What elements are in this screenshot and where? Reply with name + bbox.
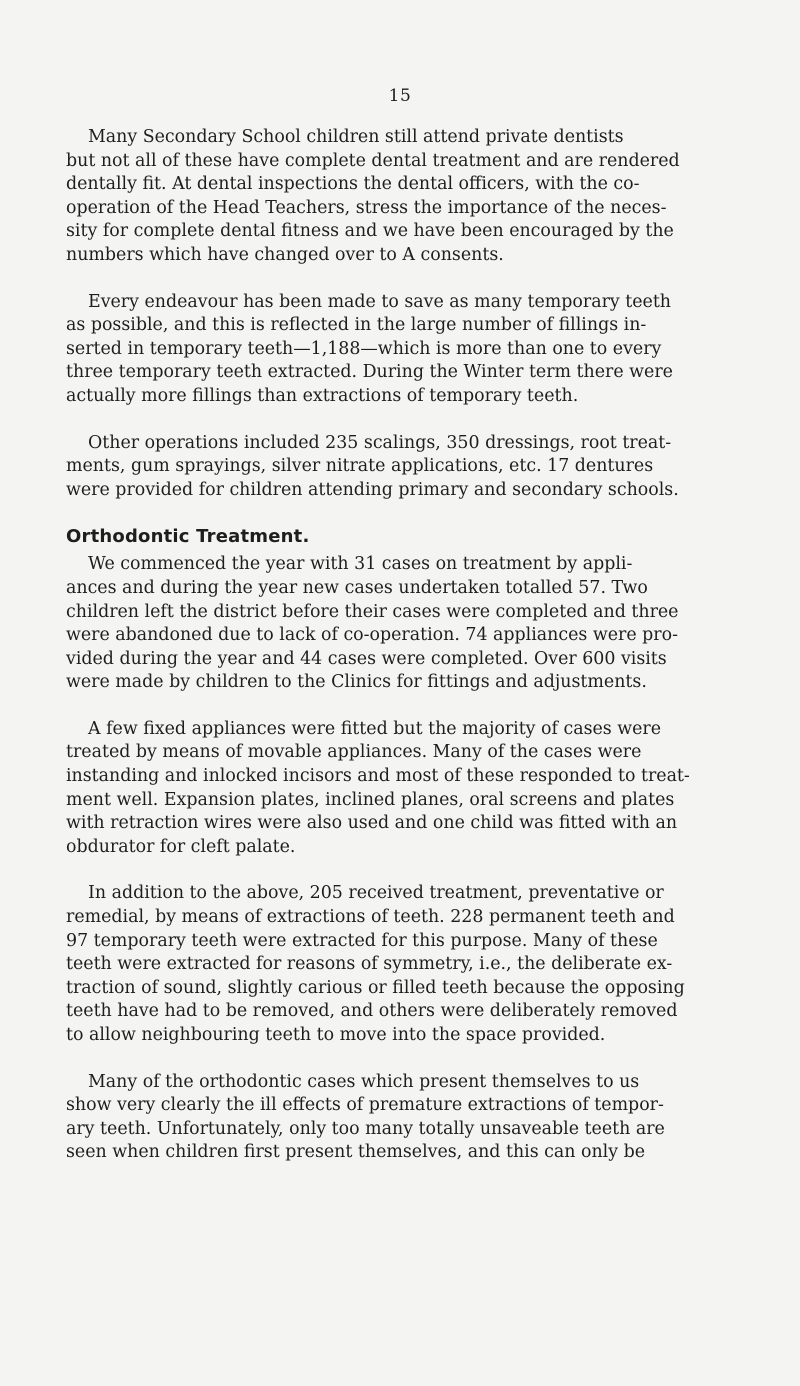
text-line: numbers which have changed over to A consents.	[66, 244, 504, 265]
text-line: A few fixed appliances were fitted but the majority of cases were	[88, 718, 662, 739]
text-line: were made by children to the Clinics for fittings and adjustments.	[66, 672, 647, 693]
paragraph	[66, 126, 732, 268]
page-content	[66, 126, 732, 1188]
text-line: with retraction wires were also used and one child was fitted with an	[66, 813, 678, 834]
page-number: 15	[388, 86, 412, 106]
text-line: treated by means of movable appliances. Many of the cases were	[66, 742, 642, 763]
text-line: to allow neighbouring teeth to move into the space provided.	[66, 1025, 606, 1045]
text-line: dentally fit. At dental inspections the dental officers, with the co-	[66, 174, 640, 195]
text-line: obdurator for cleft palate.	[66, 836, 296, 857]
text-line: In addition to the above, 205 received treatment, preventative or	[88, 883, 664, 904]
text-line: ary teeth. Unfortunately, only too many totally unsaveable teeth are	[66, 1118, 665, 1139]
text-line: children left the district before their cases were completed and three	[66, 601, 679, 622]
text-line: Other operations included 235 scalings, 350 dressings, root treat-	[88, 432, 672, 453]
text-line: sity for complete dental fitness and we have been encouraged by the	[66, 221, 674, 242]
text-line: vided during the year and 44 cases were completed. Over 600 visits	[66, 648, 667, 669]
text-line: three temporary teeth extracted. During the Winter term there were	[66, 362, 673, 383]
text-line: as possible, and this is reflected in the large number of fillings in-	[66, 315, 647, 336]
section-heading: Orthodontic Treatment.	[66, 526, 310, 548]
text-line: serted in temporary teeth—1,188—which is more than one to every	[66, 338, 662, 359]
text-line: actually more fillings than extractions of temporary teeth.	[66, 385, 579, 406]
text-line: show very clearly the ill effects of premature extractions of tempor-	[66, 1095, 664, 1116]
text-line: Every endeavour has been made to save as many temporary teeth	[88, 291, 672, 312]
intro-paragraphs	[66, 126, 732, 502]
paragraph	[66, 1071, 732, 1165]
text-line: remedial, by means of extractions of teeth. 228 permanent teeth and	[66, 907, 675, 928]
orthodontic-paragraphs	[66, 553, 732, 1165]
text-line: ment well. Expansion plates, inclined planes, oral screens and plates	[66, 789, 675, 810]
paragraph	[66, 432, 732, 503]
text-line: 97 temporary teeth were extracted for this purpose. Many of these	[66, 930, 658, 951]
text-line: were provided for children attending primary and secondary schools.	[66, 479, 679, 500]
paragraph	[66, 882, 732, 1047]
text-line: ments, gum sprayings, silver nitrate applications, etc. 17 dentures	[66, 456, 654, 477]
text-line: ances and during the year new cases undertaken totalled 57. Two	[66, 577, 648, 598]
paragraph	[66, 718, 732, 860]
text-line: Many Secondary School children still attend private dentists	[88, 127, 624, 147]
text-line: teeth were extracted for reasons of symmetry, i.e., the deliberate ex-	[66, 954, 673, 975]
text-line: were abandoned due to lack of co-operation. 74 appliances were pro-	[66, 625, 678, 646]
text-line: teeth have had to be removed, and others were deliberately removed	[66, 1001, 678, 1022]
text-line: operation of the Head Teachers, stress the importance of the neces-	[66, 197, 667, 218]
text-line: instanding and inlocked incisors and most of these responded to treat-	[66, 766, 690, 787]
text-line: traction of sound, slightly carious or filled teeth because the opposing	[66, 977, 685, 998]
text-line: We commenced the year with 31 cases on treatment by appli-	[88, 554, 633, 575]
text-line: seen when children first present themselves, and this can only be	[66, 1142, 646, 1163]
text-line: but not all of these have complete dental treatment and are rendered	[66, 150, 680, 171]
paragraph	[66, 553, 732, 695]
text-line: Many of the orthodontic cases which present themselves to us	[88, 1071, 640, 1092]
paragraph	[66, 291, 732, 409]
